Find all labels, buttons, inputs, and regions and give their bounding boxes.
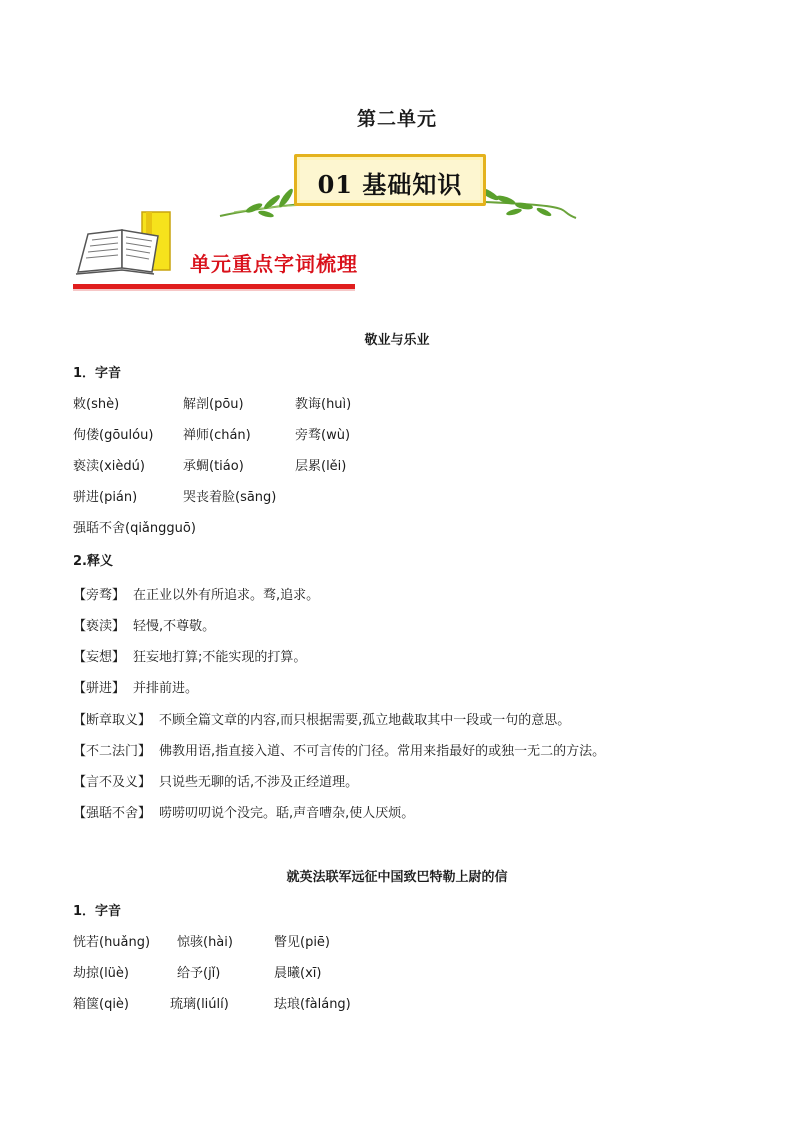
definition-term: 【不二法门】 [73,744,152,759]
definition-term: 【旁骛】 [73,588,126,603]
pronunciation-item: 劫掠(lüè) [73,966,129,981]
definition-item [73,802,414,821]
definition-item [73,677,198,696]
article-title: 敬业与乐业 [364,333,430,348]
pronunciation-item: 解剖(pōu) [183,397,244,412]
definition-text: 不顾全篇文章的内容,而只根据需要,孤立地截取其中一段或一句的意思。 [159,713,571,728]
section-divider-shadow [73,289,355,291]
definition-text: 轻慢,不尊敬。 [133,619,216,634]
definition-term: 【妄想】 [73,650,126,665]
pronunciation-item: 强聒不舍(qiǎngguō) [73,521,196,536]
definition-item [73,740,605,759]
meaning-heading: 2.释义 [73,554,113,569]
section-heading: 单元重点字词梳理 [190,252,358,276]
definition-term: 【言不及义】 [73,775,152,790]
definition-item [73,615,215,634]
definition-term: 【亵渎】 [73,619,126,634]
pronunciation-item: 层累(lěi) [295,459,347,474]
definition-text: 佛教用语,指直接入道、不可言传的门径。常用来指最好的或独一无二的方法。 [159,744,606,759]
pronunciation-item: 哭丧着脸(sāng) [183,490,277,505]
pronunciation-item: 敕(shè) [73,397,120,412]
definition-item [73,584,319,603]
pronunciation-item: 承蜩(tiáo) [183,459,244,474]
definition-text: 只说些无聊的话,不涉及正经道理。 [159,775,359,790]
definition-term: 【骈进】 [73,681,126,696]
pronunciation-item: 珐琅(fàláng) [274,997,351,1012]
definition-term: 【断章取义】 [73,713,152,728]
definition-item [73,771,358,790]
pronunciation-item: 旁骛(wù) [295,428,351,443]
pronunciation-item: 箱箧(qiè) [73,997,130,1012]
article-title: 就英法联军远征中国致巴特勒上尉的信 [286,870,508,885]
pronunciation-heading: 1．字音 [73,366,122,381]
page-title: 第二单元 [356,108,437,130]
pronunciation-item: 佝偻(gōulóu) [73,428,154,443]
definition-item [73,709,570,728]
pronunciation-item: 亵渎(xièdú) [73,459,145,474]
banner-box [294,154,486,206]
definition-text: 并排前进。 [133,681,199,696]
definition-term: 【强聒不舍】 [73,806,152,821]
pronunciation-item: 教诲(huì) [295,397,352,412]
definition-item [73,646,306,665]
pronunciation-item: 给予(jǐ) [177,966,221,981]
open-book-icon [74,210,184,276]
pronunciation-item: 琉璃(liúlí) [170,997,229,1012]
pronunciation-item: 晨曦(xī) [274,966,322,981]
banner [214,150,580,226]
pronunciation-item: 禅师(chán) [183,428,251,443]
banner-text: 01 基础知识 [317,170,463,199]
definition-text: 唠唠叨叨说个没完。聒,声音嘈杂,使人厌烦。 [159,806,415,821]
pronunciation-item: 惊骇(hài) [177,935,233,950]
pronunciation-item: 瞥见(piē) [274,935,331,950]
pronunciation-heading: 1．字音 [73,904,122,919]
pronunciation-item: 恍若(huǎng) [73,935,151,950]
definition-text: 狂妄地打算;不能实现的打算。 [133,650,307,665]
definition-text: 在正业以外有所追求。骛,追求。 [133,588,320,603]
pronunciation-item: 骈进(pián) [73,490,138,505]
